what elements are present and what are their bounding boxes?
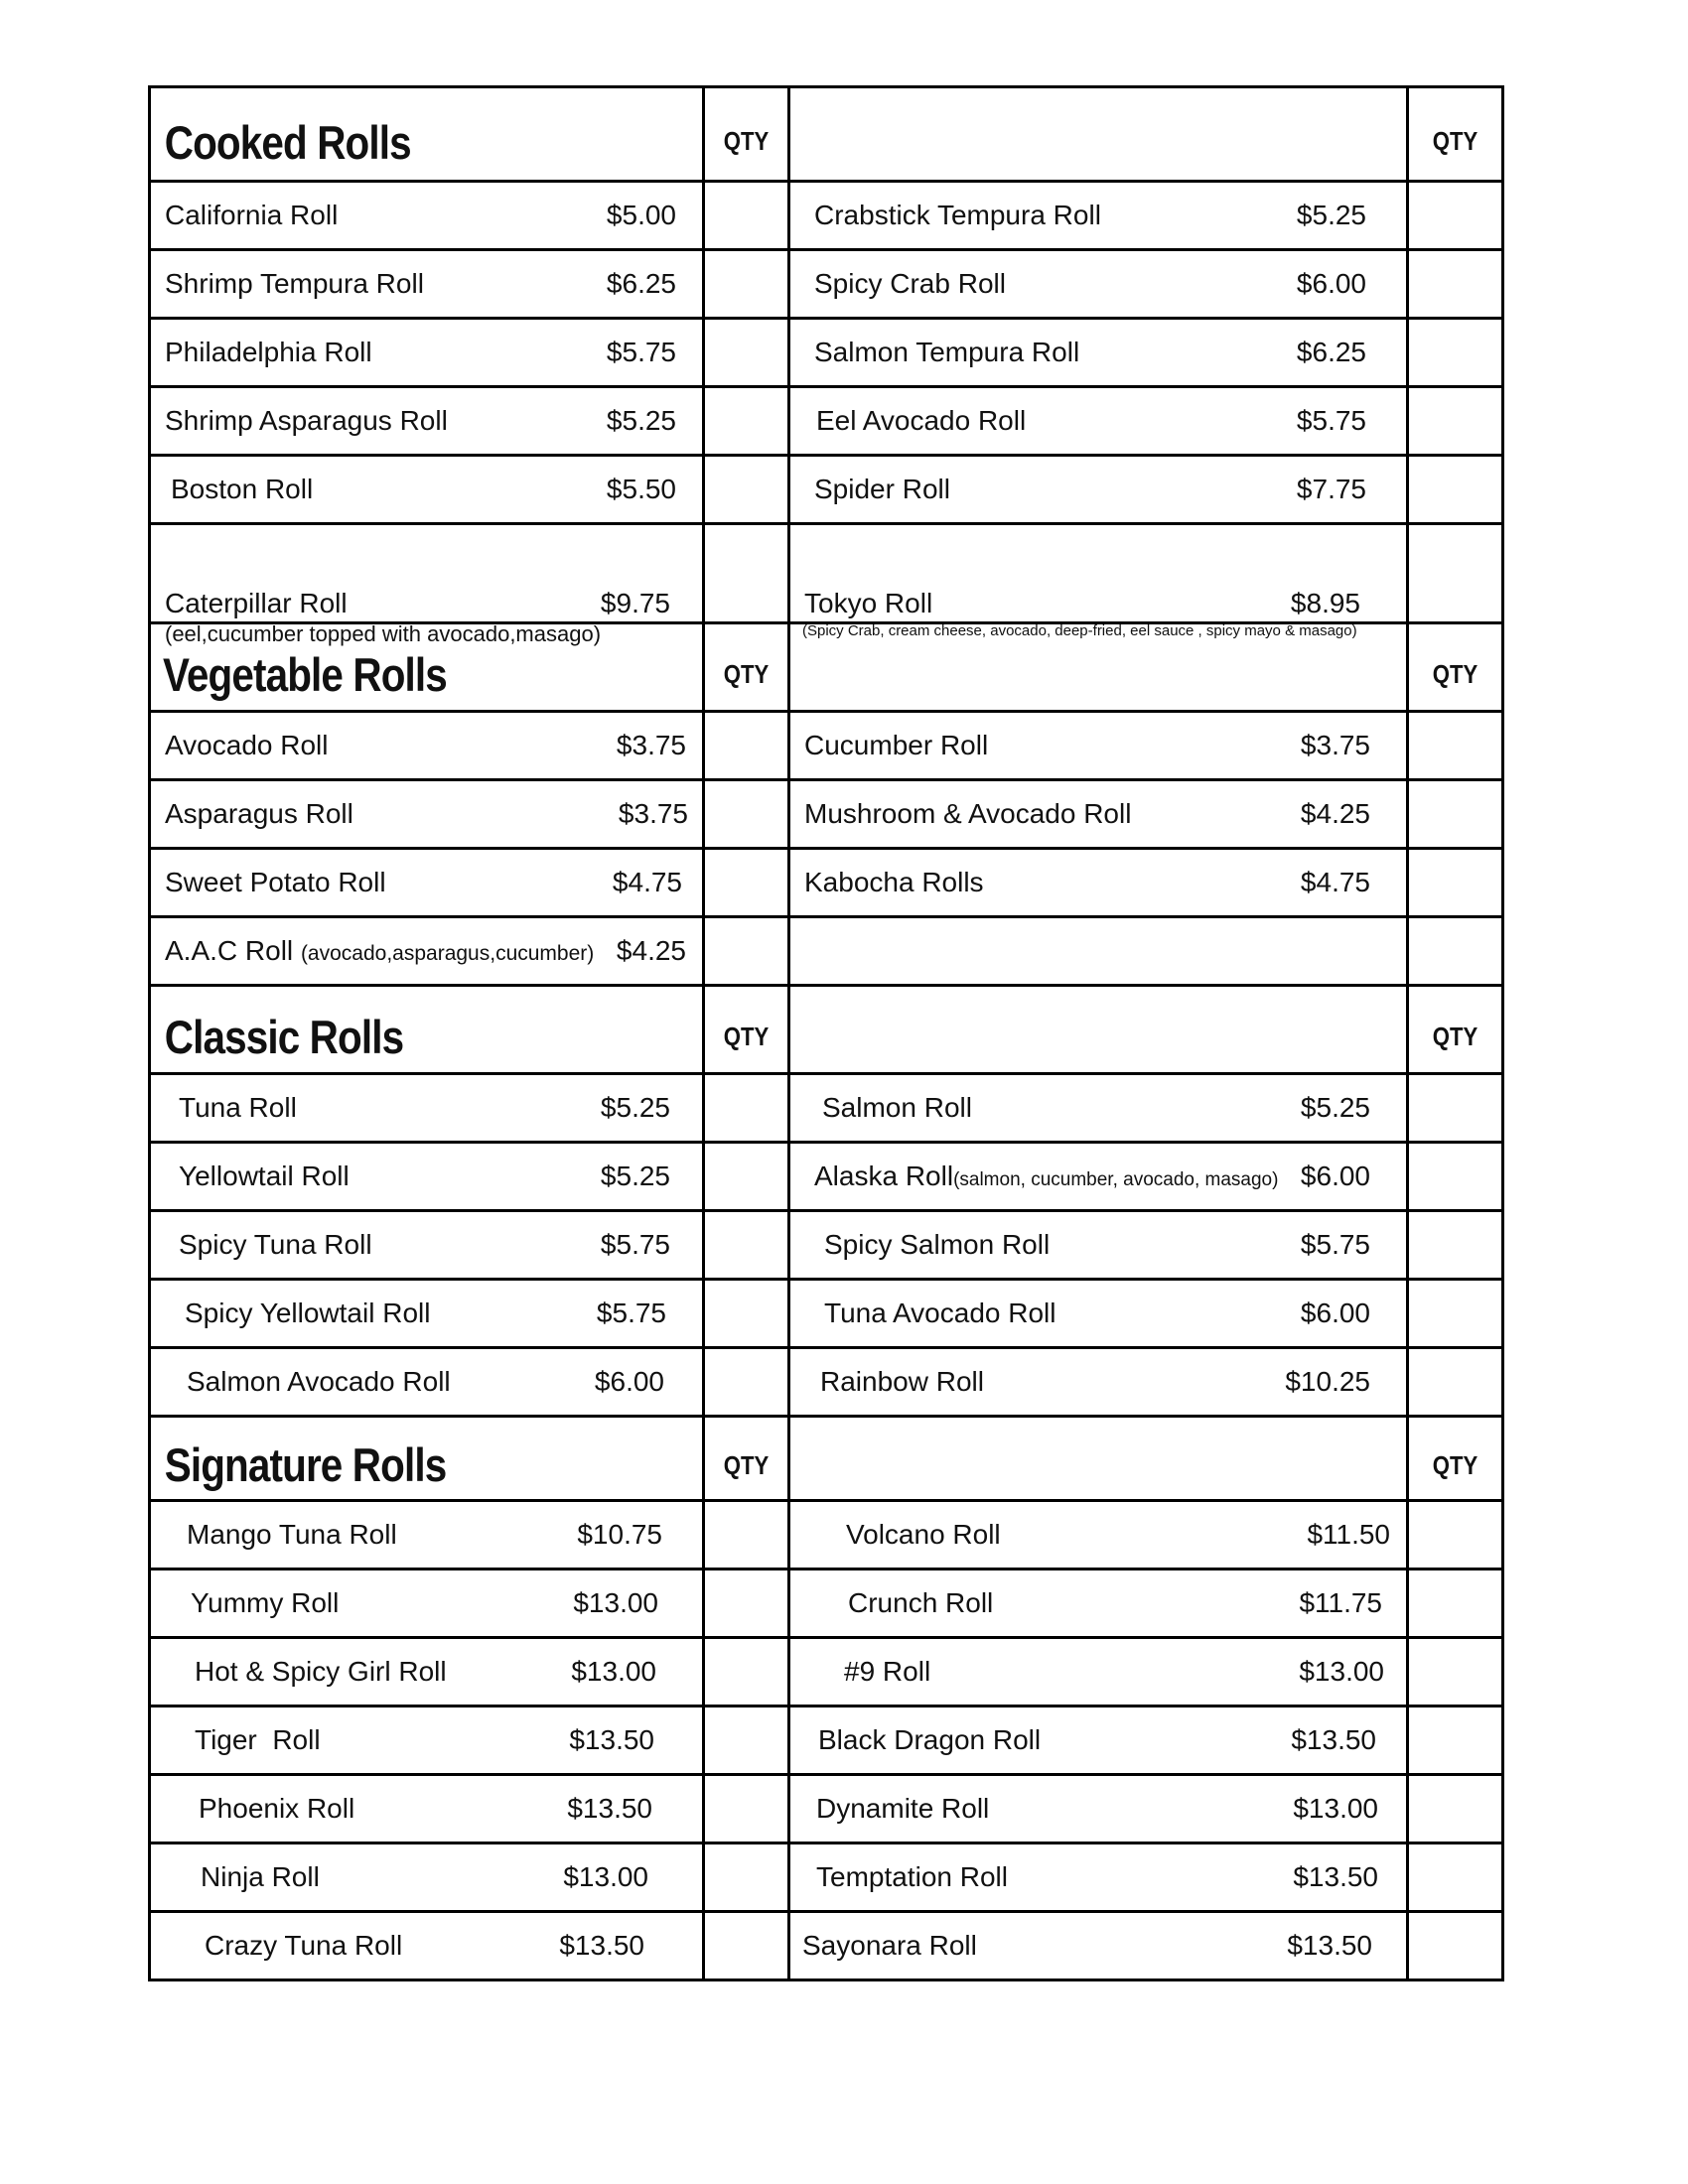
item-name: Yellowtail Roll [179, 1160, 350, 1191]
item-name: Sweet Potato Roll [165, 867, 386, 897]
qty-cell[interactable] [704, 1638, 789, 1706]
qty-cell[interactable] [704, 319, 789, 387]
section-title-cell-right [789, 986, 1408, 1074]
qty-cell[interactable] [704, 250, 789, 319]
item-name: Crazy Tuna Roll [205, 1930, 403, 1961]
item-price: $9.75 [600, 587, 670, 618]
qty-header [704, 87, 789, 182]
qty-cell[interactable] [704, 849, 789, 917]
qty-cell[interactable] [1408, 524, 1503, 623]
item-price: $10.75 [577, 1519, 662, 1550]
qty-cell[interactable] [704, 387, 789, 456]
item-name: Black Dragon Roll [818, 1724, 1042, 1755]
qty-label: QTY [1432, 125, 1478, 156]
section-title-cell [150, 1417, 704, 1501]
item-name: Spicy Yellowtail Roll [185, 1297, 431, 1328]
qty-cell[interactable] [1408, 1843, 1503, 1912]
qty-cell[interactable] [1408, 1074, 1503, 1143]
qty-cell[interactable] [1408, 387, 1503, 456]
menu-row [150, 1143, 1503, 1211]
item-price: $13.00 [1299, 1656, 1384, 1687]
item-name: Salmon Avocado Roll [187, 1366, 451, 1397]
item-price: $13.00 [571, 1656, 656, 1687]
qty-cell[interactable] [704, 1501, 789, 1570]
qty-cell[interactable] [1408, 1501, 1503, 1570]
qty-cell[interactable] [1408, 1912, 1503, 1980]
qty-cell[interactable] [704, 1706, 789, 1775]
item-price: $6.25 [606, 268, 676, 299]
item-price: $5.75 [596, 1297, 666, 1328]
item-name: #9 Roll [844, 1656, 931, 1687]
item-price: $13.50 [1293, 1861, 1378, 1892]
item-name: Spicy Tuna Roll [179, 1229, 372, 1260]
qty-label: QTY [723, 1449, 770, 1480]
section-title: Cooked Rolls [164, 116, 411, 170]
section-title-cell-right [789, 1417, 1408, 1501]
item-name: Tokyo Roll [804, 587, 933, 618]
item-name: Shrimp Asparagus Roll [165, 405, 448, 436]
item-price: $5.75 [606, 337, 676, 367]
item-name-text: A.A.C Roll [165, 935, 294, 966]
item-name: Crunch Roll [848, 1587, 994, 1618]
qty-cell[interactable] [1408, 1706, 1503, 1775]
item-name: Salmon Roll [822, 1092, 972, 1123]
qty-cell[interactable] [1408, 250, 1503, 319]
item-price: $5.50 [606, 474, 676, 504]
menu-row [150, 1348, 1503, 1417]
item-name: Caterpillar Roll [165, 587, 348, 618]
qty-cell[interactable] [1408, 780, 1503, 849]
item-name: Tuna Roll [179, 1092, 297, 1123]
item-price: $4.25 [1300, 798, 1370, 829]
qty-cell[interactable] [1408, 917, 1503, 986]
qty-label: QTY [1432, 658, 1478, 689]
qty-header [1408, 1417, 1503, 1501]
item-name: Rainbow Roll [820, 1366, 984, 1397]
section-header-signature [150, 1417, 1503, 1501]
item-price: $5.25 [606, 405, 676, 436]
item-price: $5.25 [600, 1160, 670, 1191]
section-header-cooked [150, 87, 1503, 182]
section-header-classic [150, 986, 1503, 1074]
qty-cell[interactable] [704, 1211, 789, 1280]
item-price: $11.75 [1299, 1587, 1382, 1618]
item-price: $4.75 [1300, 867, 1370, 897]
menu-row [150, 712, 1503, 780]
section-title: Vegetable Rolls [163, 648, 447, 702]
item-name: Crabstick Tempura Roll [814, 200, 1101, 230]
item-name: Spicy Salmon Roll [824, 1229, 1051, 1260]
item-name: Volcano Roll [846, 1519, 1001, 1550]
section-title-cell-right [789, 87, 1408, 182]
menu-row [150, 387, 1503, 456]
menu-row [150, 1912, 1503, 1980]
item-description: (eel,cucumber topped with avocado,masago) [165, 620, 602, 646]
item-name: Eel Avocado Roll [816, 405, 1027, 436]
item-name: Spicy Crab Roll [814, 268, 1006, 299]
item-price: $10.25 [1285, 1366, 1370, 1397]
item-name: Salmon Tempura Roll [814, 337, 1080, 367]
empty-item-cell [789, 917, 1408, 986]
qty-cell[interactable] [1408, 1143, 1503, 1211]
item-name: Avocado Roll [165, 730, 329, 760]
item-name: Phoenix Roll [199, 1793, 355, 1824]
item-price: $13.50 [1287, 1930, 1372, 1961]
item-price: $4.25 [616, 935, 686, 966]
item-price: $13.00 [1293, 1793, 1378, 1824]
item-name: Kabocha Rolls [804, 867, 984, 897]
menu-row [150, 1280, 1503, 1348]
item-name: Mango Tuna Roll [187, 1519, 397, 1550]
qty-cell[interactable] [704, 917, 789, 986]
item-price: $11.50 [1307, 1519, 1390, 1550]
menu-row [150, 1843, 1503, 1912]
menu-row [150, 1570, 1503, 1638]
qty-header [1408, 623, 1503, 712]
item-name: Asparagus Roll [165, 798, 353, 829]
item-name: Shrimp Tempura Roll [165, 268, 424, 299]
item-name: Tuna Avocado Roll [824, 1297, 1056, 1328]
qty-label: QTY [1432, 1449, 1478, 1480]
item-name: Tiger Roll [195, 1724, 321, 1755]
item-price: $6.00 [1296, 268, 1366, 299]
section-header-vegetable [150, 623, 1503, 712]
qty-cell[interactable] [704, 1570, 789, 1638]
item-price: $5.75 [1296, 405, 1366, 436]
qty-cell[interactable] [704, 1143, 789, 1211]
qty-cell[interactable] [1408, 319, 1503, 387]
item-name: Hot & Spicy Girl Roll [195, 1656, 447, 1687]
item-price: $6.25 [1296, 337, 1366, 367]
item-note: (avocado,asparagus,cucumber) [300, 942, 595, 965]
item-name [814, 1160, 1278, 1192]
item-name: Dynamite Roll [816, 1793, 990, 1824]
qty-cell[interactable] [704, 1775, 789, 1843]
menu-row [150, 319, 1503, 387]
qty-cell[interactable] [1408, 1348, 1503, 1417]
section-title-cell [150, 87, 704, 182]
item-price: $13.50 [1291, 1724, 1376, 1755]
item-name: Yummy Roll [191, 1587, 340, 1618]
qty-cell[interactable] [704, 1348, 789, 1417]
menu-row [150, 1775, 1503, 1843]
menu-row [150, 780, 1503, 849]
qty-cell[interactable] [704, 1912, 789, 1980]
item-name: Philadelphia Roll [165, 337, 372, 367]
menu-row [150, 1074, 1503, 1143]
qty-cell[interactable] [1408, 182, 1503, 250]
item-price: $5.00 [606, 200, 676, 230]
menu-row [150, 1706, 1503, 1775]
menu-row [150, 250, 1503, 319]
item-price: $13.00 [573, 1587, 658, 1618]
menu-row [150, 1501, 1503, 1570]
menu-row [150, 182, 1503, 250]
qty-cell[interactable] [1408, 849, 1503, 917]
item-price: $13.50 [567, 1793, 652, 1824]
item-name: California Roll [165, 200, 339, 230]
menu-row [150, 524, 1503, 623]
qty-label: QTY [723, 658, 770, 689]
qty-cell[interactable] [1408, 456, 1503, 524]
qty-cell[interactable] [704, 456, 789, 524]
qty-header [704, 1417, 789, 1501]
qty-cell[interactable] [704, 780, 789, 849]
item-name: Mushroom & Avocado Roll [804, 798, 1132, 829]
menu-row [150, 849, 1503, 917]
item-name: Sayonara Roll [802, 1930, 977, 1961]
item-price: $7.75 [1296, 474, 1366, 504]
item-price: $5.25 [1296, 200, 1366, 230]
item-price: $13.50 [569, 1724, 654, 1755]
item-note: (salmon, cucumber, avocado, masago) [953, 1169, 1279, 1190]
qty-cell[interactable] [704, 712, 789, 780]
qty-cell[interactable] [704, 524, 789, 623]
item-name-text: Alaska Roll [814, 1160, 954, 1191]
item-price: $13.00 [563, 1861, 648, 1892]
item-price: $8.95 [1290, 587, 1360, 618]
qty-label: QTY [723, 1021, 770, 1051]
item-name: Boston Roll [171, 474, 314, 504]
qty-cell[interactable] [704, 182, 789, 250]
item-price: $3.75 [616, 730, 686, 760]
qty-cell[interactable] [1408, 712, 1503, 780]
item-price: $3.75 [1300, 730, 1370, 760]
qty-header [1408, 986, 1503, 1074]
item-price: $5.25 [600, 1092, 670, 1123]
qty-cell[interactable] [704, 1280, 789, 1348]
qty-cell[interactable] [1408, 1280, 1503, 1348]
qty-cell[interactable] [1408, 1211, 1503, 1280]
qty-cell[interactable] [704, 1843, 789, 1912]
section-title-cell [150, 620, 704, 712]
section-title: Classic Rolls [164, 1011, 404, 1064]
qty-cell[interactable] [704, 1074, 789, 1143]
menu-row [150, 1211, 1503, 1280]
item-name: Temptation Roll [816, 1861, 1008, 1892]
item-price: $5.75 [600, 1229, 670, 1260]
item-price: $3.75 [618, 798, 688, 829]
qty-cell[interactable] [1408, 1638, 1503, 1706]
sushi-order-form [148, 85, 1504, 1981]
menu-row [150, 1638, 1503, 1706]
qty-cell[interactable] [1408, 1570, 1503, 1638]
qty-header [704, 986, 789, 1074]
item-price: $6.00 [1300, 1160, 1370, 1191]
section-title-cell [150, 986, 704, 1074]
item-price: $4.75 [612, 867, 682, 897]
item-price: $5.25 [1300, 1092, 1370, 1123]
qty-header [704, 623, 789, 712]
item-description: (Spicy Crab, cream cheese, avocado, deep-fried, eel sauce , spicy mayo & masago) [802, 621, 1357, 639]
section-title-cell-right [789, 623, 1408, 712]
section-title: Signature Rolls [164, 1438, 447, 1492]
menu-row [150, 917, 1503, 986]
qty-header [1408, 87, 1503, 182]
qty-label: QTY [723, 125, 770, 156]
item-name [165, 935, 594, 967]
item-price: $6.00 [594, 1366, 664, 1397]
item-name: Spider Roll [814, 474, 950, 504]
menu-row [150, 456, 1503, 524]
item-name: Ninja Roll [201, 1861, 320, 1892]
qty-label: QTY [1432, 1021, 1478, 1051]
item-price: $13.50 [559, 1930, 644, 1961]
item-price: $5.75 [1300, 1229, 1370, 1260]
item-name: Cucumber Roll [804, 730, 989, 760]
qty-cell[interactable] [1408, 1775, 1503, 1843]
item-price: $6.00 [1300, 1297, 1370, 1328]
